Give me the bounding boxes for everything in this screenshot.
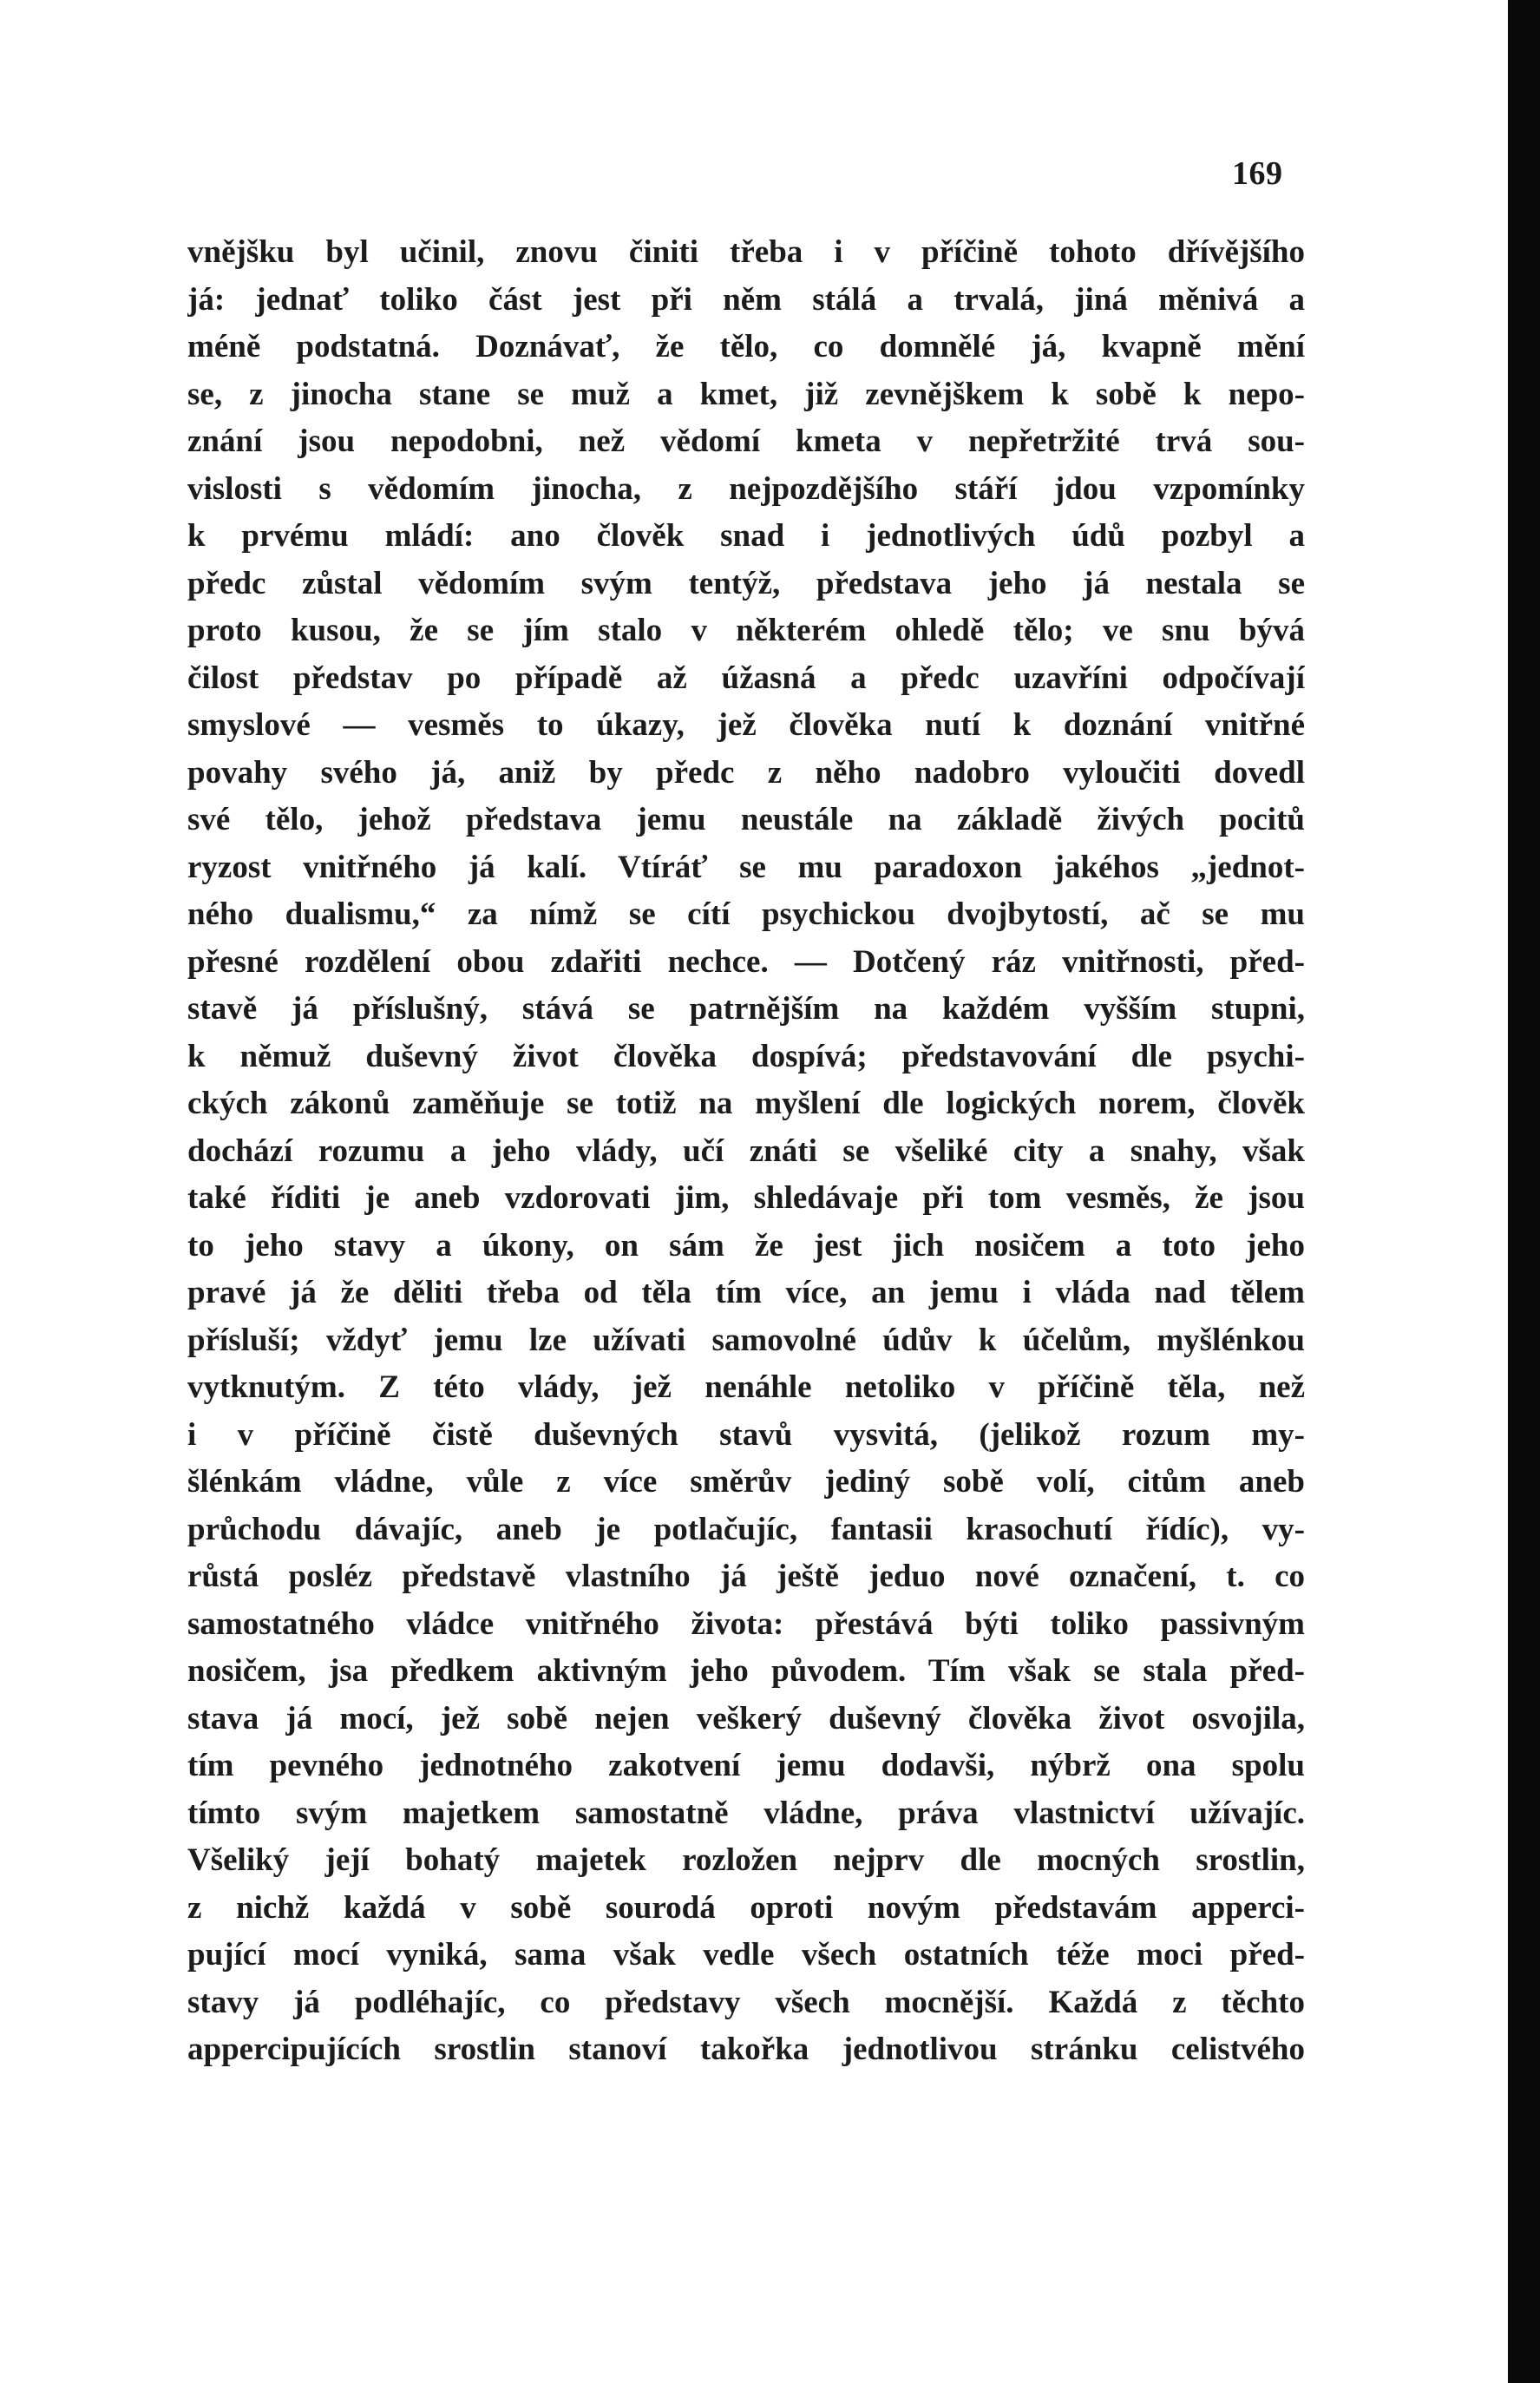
text-line: i v příčině čistě duševných stavů vysvitá, (jelikož rozum my-	[187, 1416, 1305, 1453]
text-line: povahy svého já, aniž by předc z něho nadobro vyloučiti dovedl	[187, 754, 1305, 791]
text-line: tímto svým majetkem samostatně vládne, práva vlastnictví užívajíc.	[187, 1795, 1305, 1831]
text-line: se, z jinocha stane se muž a kmet, již zevnějškem k sobě k nepo-	[187, 376, 1305, 412]
text-line: dochází rozumu a jeho vlády, učí znáti se všeliké city a snahy, však	[187, 1132, 1305, 1169]
text-line: pující mocí vyniká, sama však vedle všech ostatních téže moci před-	[187, 1937, 1305, 1973]
text-line: růstá posléz představě vlastního já ještě jeduo nové označení, t. co	[187, 1559, 1305, 1594]
text-line: vytknutým. Z této vlády, jež nenáhle netoliko v příčině těla, než	[187, 1369, 1305, 1405]
text-line: smyslové — vesměs to úkazy, jež člověka nutí k doznání vnitřné	[187, 707, 1305, 743]
text-line: k prvému mládí: ano člověk snad i jednotlivých údů pozbyl a	[187, 518, 1305, 554]
text-line: Všeliký její bohatý majetek rozložen nejprv dle mocných srostlin,	[187, 1842, 1305, 1878]
text-line: appercipujících srostlin stanoví takořka jednotlivou stránku celistvého	[187, 2032, 1305, 2067]
text-line: vnějšku byl učinil, znovu činiti třeba i v příčině tohoto dřívějšího	[187, 234, 1305, 270]
text-line: ckých zákonů zaměňuje se totiž na myšlení dle logických norem, člověk	[187, 1086, 1305, 1121]
text-line: z nichž každá v sobě sourodá oproti novým představám apperci-	[187, 1889, 1305, 1926]
text-line: k němuž duševný život člověka dospívá; představování dle psychi-	[187, 1038, 1305, 1074]
text-line: také říditi je aneb vzdorovati jim, shledávaje při tom vesměs, že jsou	[187, 1180, 1305, 1216]
text-line: ryzost vnitřného já kalí. Vtíráť se mu paradoxon jakéhos „jednot-	[187, 849, 1305, 885]
text-line: své tělo, jehož představa jemu neustále na základě živých pocitů	[187, 802, 1305, 837]
text-line: pravé já že děliti třeba od těla tím více, an jemu i vláda nad tělem	[187, 1275, 1305, 1310]
text-line: předc zůstal vědomím svým tentýž, představa jeho já nestala se	[187, 565, 1305, 601]
text-line: já: jednať toliko část jest při něm stálá a trvalá, jiná měnivá a	[187, 281, 1305, 318]
body-text	[187, 229, 1305, 2074]
text-line: to jeho stavy a úkony, on sám že jest jich nosičem a toto jeho	[187, 1227, 1305, 1264]
text-line: proto kusou, že se jím stalo v některém ohledě tělo; ve snu bývá	[187, 613, 1305, 648]
text-line: ného dualismu,“ za nímž se cítí psychickou dvojbytostí, ač se mu	[187, 896, 1305, 932]
text-line: průchodu dávajíc, aneb je potlačujíc, fantasii krasochutí řídíc), vy-	[187, 1511, 1305, 1547]
text-line: stavy já podléhajíc, co představy všech mocnější. Každá z těchto	[187, 1984, 1305, 2020]
text-line: čilost představ po případě až úžasná a předc uzavříni odpočívají	[187, 660, 1305, 696]
text-line: méně podstatná. Doznávať, že tělo, co domnělé já, kvapně mění	[187, 329, 1305, 364]
text-line: šlénkám vládne, vůle z více směrův jediný sobě volí, citům aneb	[187, 1464, 1305, 1500]
text-line: stava já mocí, jež sobě nejen veškerý duševný člověka život osvojila,	[187, 1700, 1305, 1736]
page-number: 169	[1232, 155, 1283, 192]
text-line: stavě já příslušný, stává se patrnějším na každém vyšším stupni,	[187, 991, 1305, 1027]
text-line: nosičem, jsa předkem aktivným jeho původem. Tím však se stala před-	[187, 1653, 1305, 1689]
text-line: znání jsou nepodobni, než vědomí kmeta v nepřetržité trvá sou-	[187, 423, 1305, 459]
text-line: přísluší; vždyť jemu lze užívati samovolné údův k účelům, myšlénkou	[187, 1322, 1305, 1358]
text-line: tím pevného jednotného zakotvení jemu dodavši, nýbrž ona spolu	[187, 1748, 1305, 1783]
text-line: přesné rozdělení obou zdařiti nechce. — Dotčený ráz vnitřnosti, před-	[187, 943, 1305, 980]
text-line: samostatného vládce vnitřného života: přestává býti toliko passivným	[187, 1605, 1305, 1642]
text-line: vislosti s vědomím jinocha, z nejpozdějšího stáří jdou vzpomínky	[187, 470, 1305, 507]
scan-border	[1508, 0, 1540, 2383]
